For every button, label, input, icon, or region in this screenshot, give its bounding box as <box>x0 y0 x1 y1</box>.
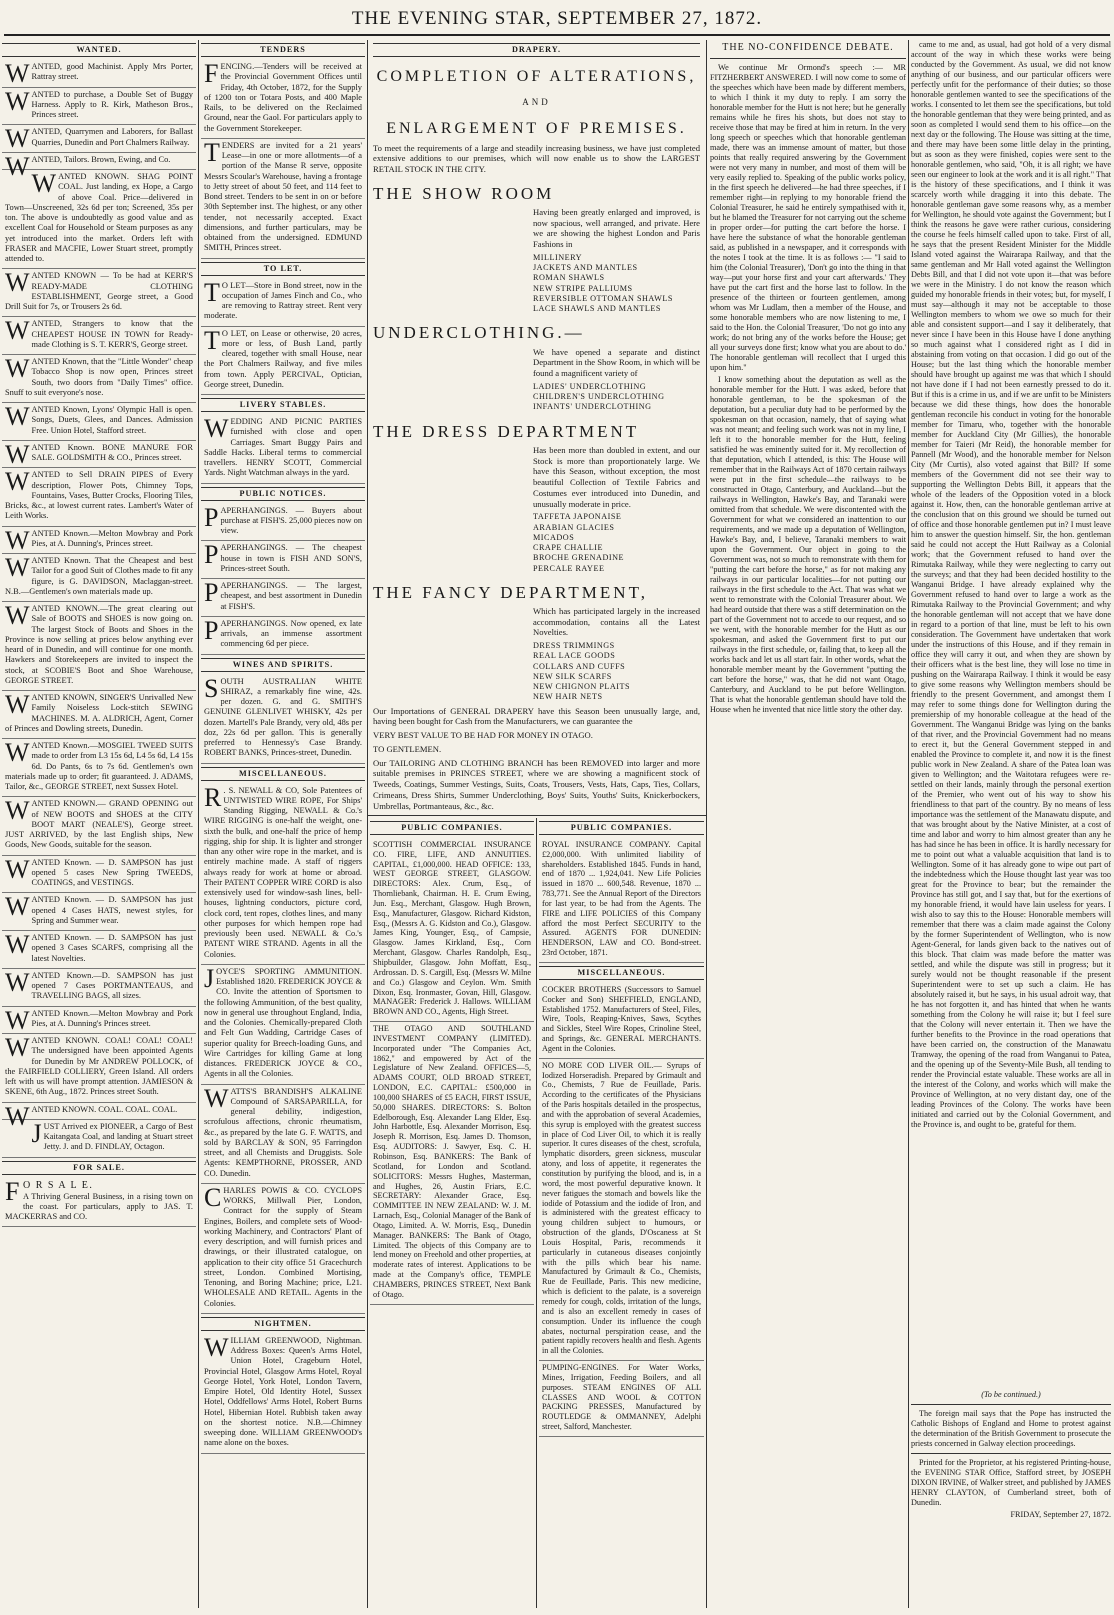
for-sale-title: O R S A L E. <box>22 1179 94 1191</box>
wanted-ad <box>2 151 196 181</box>
ad-paragraph <box>5 601 193 686</box>
section-header-livery: LIVERY STABLES. <box>201 398 365 412</box>
drapery-list-item: JACKETS AND MANTLES <box>533 263 638 273</box>
wanted-ad <box>2 468 196 526</box>
ad-text: ANTED Known.—Melton Mowbray and Pork Pies, at A. Dunning's, Princes street. <box>31 528 193 548</box>
drop-cap: J <box>204 963 215 993</box>
ad-paragraph <box>5 151 193 181</box>
drop-cap: W <box>204 1083 229 1113</box>
ad-text: COCKER BROTHERS (Successors to Samuel Cocker and Son) SHEFFIELD, ENGLAND, Established 1752. Manufacturers of Steel, Files, Wire, Tools, Reaping-Knives, Saws, Scythes and Sickles, Steel Wire Ropes, Crinoline Steel, and Springs, &c. GENERAL MERCHANTS. Agent in the Colonies. <box>542 984 701 1053</box>
wanted-ad <box>2 269 196 317</box>
column-divider <box>536 818 537 1608</box>
section-header-wanted: WANTED. <box>2 43 196 57</box>
imprint: Printed for the Proprietor, at his registered Printing-house, the EVENING STAR Office, Stafford street, by JOSEPH DIXON IRVINE, of Walker street, and published by JAMES HENRY CLAYTON, of Cumberland street, both of Dunedin. <box>911 1458 1111 1507</box>
drapery-list-item: BROCHE GRENADINE <box>533 553 625 563</box>
column-tenders <box>201 40 365 1608</box>
ad-text: APERHANGINGS. — The cheapest house in town is FISH AND SON'S, Princes-street South. <box>220 543 362 573</box>
ad-paragraph <box>5 796 193 850</box>
column-debate-left <box>710 40 906 1608</box>
fancy-department-heading: THE FANCY DEPARTMENT, <box>373 582 648 602</box>
drapery-list-item: LADIES' UNDERCLOTHING <box>533 381 647 391</box>
ad-paragraph <box>5 467 193 521</box>
ad-text: ANTED Known. — D. SAMPSON has just opened 3 Cases SCARFS, comprising all the latest Novelties. <box>31 933 193 963</box>
ad-paragraph <box>5 553 193 597</box>
show-room-items <box>533 253 700 315</box>
wanted-ad <box>2 893 196 931</box>
ad-paragraph <box>5 354 193 398</box>
drapery-list-item: NEW HAIR NETS <box>533 692 603 702</box>
ad-text: ILLIAM GREENWOOD, Nightman. Address Boxes: Queen's Arms Hotel, Union Hotel, Crageburn Hotel, Provincial Hotel, Glasgow Arms Hotel, Royal George Hotel, York Hotel, London Tavern, Empire Hotel, Old Identity Hotel, Sussex Hotel, Oddfellows' Arms Hotel, Robert Burns Hotel, Hibernian Hotel. Rubbish taken away on the shortest notice. N.B.—Chimney sweeping done. WILLIAM GREENWOOD's name alone on the boxes. <box>204 1335 362 1448</box>
ad-text: OYCE'S SPORTING AMMUNITION. Established 1820. FREDERICK JOYCE & CO. Invite the attention of Sportsmen to the following Ammunition, of the best quality, now in general use throughout England, India, and the Colonies. Chemically-prepared Cloth and Felt Gun Wadding, Cartridge Cases of superior quality for Breech-loading Guns, and Wire Cartridges for killing Game at long distances. FREDERICK JOYCE & CO., Agents in all the Colonies. <box>204 966 362 1079</box>
ad-paragraph <box>5 892 193 926</box>
section-header-drapery: DRAPERY. <box>373 43 700 57</box>
section-header-public-companies: PUBLIC COMPANIES. <box>370 821 534 835</box>
ad-text: OUTH AUSTRALIAN WHITE SHIRAZ, a remarkably fine wine, 42s. per dozen. G. and G. SMITH'S GENUINE GLENLIVET WHISKY, 42s per dozen. Martell's Pale Brandy, very old, 48s per doz, 22s 6d per gallon. This is generally preferred to Hennessy's Case Brandy. ROBERT BANKS, Princes-street, Dunedin. <box>204 676 362 758</box>
ad-text: ANTED Known. BONE MANURE FOR SALE. GOLDSMITH & CO., Princes street. <box>31 442 193 462</box>
livery-ad <box>201 415 365 484</box>
drapery-list-item: CRAPE CHALLIE <box>533 543 603 552</box>
ad-paragraph <box>5 1118 193 1153</box>
section-header-tenders: TENDERS <box>201 43 365 57</box>
newall-wire-rope-ad <box>201 784 365 965</box>
wines-ad <box>201 675 365 764</box>
section-header-miscellaneous: MISCELLANEOUS. <box>539 966 704 980</box>
drop-cap: W <box>5 854 30 884</box>
pumping-engines-ad <box>539 1361 704 1437</box>
ad-text: ANTED Known. — D. SAMPSON has just opened 4 Cases HATS, newest styles, for Spring and Summer wear. <box>31 895 193 925</box>
drop-cap: W <box>5 86 30 116</box>
drapery-list-item: REAL LACE GOODS <box>533 651 616 661</box>
drop-cap: F <box>5 1176 21 1206</box>
ad-paragraph <box>5 124 193 154</box>
drop-cap: T <box>204 137 220 167</box>
drop-cap: W <box>5 124 30 154</box>
drapery-list-item: COLLARS AND CUFFS <box>533 661 626 671</box>
section-header-wines: WINES AND SPIRITS. <box>201 658 365 672</box>
rule <box>911 1453 1111 1454</box>
show-room-heading: THE SHOW ROOM <box>373 183 555 203</box>
ad-text: THE OTAGO AND SOUTHLAND INVESTMENT COMPANY (LIMITED). Incorporated under "The Companies Act, 1862," and empowered by Act of the Legislature of New Zealand. OFFICES—5, ADAMS COURT, OLD BROAD STREET, LONDON, E.C. CAPITAL: £500,000 in 100,000 SHARES of £5 EACH, FIRST ISSUE, 50,000 SHARES. DIRECTORS: S. Bolton Edelborough, Esq. Alexander Lang Elder, Esq. John Harbottle, Esq. Alexander Morrison, Esq. Joseph R. Morrison, Esq. James D. Thomson, Esq. AUDITORS: J. Sawyer, Esq. C. H. Robinson, Esq. BANKERS: The Bank of Scotland, for London and Scotland. SOLICITORS: Messrs Hughes, Masterman, and Hughes, 26, Austin Friars, E.C. SECRETARY: Alexander Grace, Esq. COMMITTEE IN NEW ZEALAND: W. J. M. Larnach, Esq., Colonial Manager of the Bank of Otago, Limited. A. W. Morris, Esq., Dunedin Manager. BANKERS: The Bank of Otago, Limited. The objects of this Company are to lend money on Freehold and other properties, at moderate rates of interest. Applications to be made at the Company's office, TEMPLE CHAMBERS, PRINCES STREET, Next Bank of Otago. <box>373 1024 531 1299</box>
wanted-ad <box>2 554 196 602</box>
ad-paragraph <box>5 86 193 121</box>
ad-text: ANTED KNOWN.—The great clearing out Sale of BOOTS and SHOES is now going on. The largest Stock of Boots and Shoes in the Province is now selling at prices below anything ever heard of in Dunedin, and will continue for one month. Hawkers and Storekeepers are invited to inspect the stock, at SCOBIE'S Boot and Shoe Warehouse, GEORGE STREET. <box>5 604 193 685</box>
masthead-title: THE EVENING STAR, SEPTEMBER 27, 1872. <box>351 8 763 29</box>
drop-cap: W <box>5 59 30 88</box>
underclothing-items <box>533 382 700 413</box>
drapery-and: AND <box>522 97 551 108</box>
royal-insurance-ad <box>539 838 704 963</box>
wanted-ad <box>2 969 196 1007</box>
drapery-list-item: TAFFETA JAPONAISE <box>533 512 622 522</box>
drop-cap: W <box>204 414 229 443</box>
drapery-list-item: MILLINERY <box>533 252 583 262</box>
masthead-rule <box>4 34 1110 36</box>
charles-powis-ad <box>201 1184 365 1314</box>
drop-cap: W <box>5 439 30 469</box>
drapery-closing-text: Our Importations of GENERAL DRAPERY have this Season been unusually large, and, having been bought for Cash from the Manufacturers, we can guarantee the <box>373 705 700 727</box>
drop-cap: W <box>5 690 30 719</box>
ad-text: UST Arrived ex PIONEER, a Cargo of Best Kaitangata Coal, and landing at Stuart street Jetty. J. and D. FINDLAY, Octagon. <box>43 1121 193 1152</box>
drapery-value-line: VERY BEST VALUE TO BE HAD FOR MONEY IN OTAGO. <box>373 730 593 741</box>
ad-paragraph <box>5 1033 193 1098</box>
column-debate-right <box>911 40 1111 1608</box>
column-divider <box>198 40 199 1608</box>
wanted-ad <box>2 1007 196 1035</box>
ad-paragraph <box>5 316 193 350</box>
dress-department-items <box>533 512 700 574</box>
paperhangings-ad <box>201 617 365 655</box>
ad-paragraph <box>5 525 193 555</box>
ad-paragraph <box>5 402 193 436</box>
section-header-public-companies: PUBLIC COMPANIES. <box>539 821 704 835</box>
to-gentlemen-heading: TO GENTLEMEN. <box>373 743 442 754</box>
column-wanted <box>2 40 196 1608</box>
ad-paragraph <box>5 1005 193 1035</box>
drapery-list-item: NEW SILK SCARFS <box>533 671 612 681</box>
wanted-ad <box>2 60 196 88</box>
drop-cap: W <box>5 601 30 630</box>
ad-text: ANTED Known. That the Cheapest and best Tailor for a good Suit of Clothes made to fit any figure, is G. DAVIDSON, Maclaggan-street. N.B.—Gentlemen's own materials made up. <box>5 556 193 596</box>
wanted-ad <box>2 1120 196 1158</box>
underclothing-heading: UNDERCLOTHING.— <box>373 323 585 343</box>
ad-text: HARLES POWIS & CO. CYCLOPS WORKS, Millwall Pier, London, Contract for the supply of Steam Engines, Boilers, and complete sets of Wood-working Machinery, and Contractors' Plant of every description, and will furnish prices and drawings, or their illustrated catalogue, on application to their city office 51 Gracechurch street, London. Combined Mortising, Tenoning, and Boring Machine; price, L21. WHOLESALE AND RETAIL. Agents in the Colonies. <box>204 1185 362 1308</box>
wanted-ad <box>2 931 196 969</box>
drop-cap: W <box>5 1101 30 1131</box>
ad-text: ANTED, good Machinist. Apply Mrs Porter, Rattray street. <box>31 62 193 82</box>
drop-cap: W <box>5 1005 30 1035</box>
section-header-for-sale: FOR SALE. <box>2 1161 196 1175</box>
fancy-department-items <box>533 641 700 703</box>
ad-paragraph <box>5 439 193 469</box>
drapery-title-completion: COMPLETION OF ALTERATIONS, <box>376 68 697 86</box>
ad-text: O LET, on Lease or otherwise, 20 acres, more or less, of Bush Land, partly cleared, together with small House, near the Port Chalmers Railway, and five miles from town. Apply PERCIVAL, Optician, George street, Dunedin. <box>204 328 362 389</box>
ad-text: ANTED, Quarrymen and Laborers, for Ballast Quarries, Dunedin and Port Chalmers Railway. <box>31 127 193 147</box>
wanted-ad <box>2 1101 196 1131</box>
joyce-ammunition-ad <box>201 965 365 1085</box>
tailoring-text: Our TAILORING AND CLOTHING BRANCH has been REMOVED into larger and more suitable premises in PRINCES STREET, where we are showing a magnificent stock of Tweeds, Coatings, Summer Vestings, Suits, Coats, Trousers, Vests, Hats, Caps, Ties, Collars, Crimeans, Dress Shirts, Summer Underclothing, Boys' Suits, Youths' Suits, Knickerbockers, Umbrellas, Portmanteaus, &c., &c. <box>373 757 700 811</box>
drop-cap: W <box>5 1033 30 1062</box>
wanted-ad <box>2 441 196 469</box>
show-room-text: Having been greatly enlarged and improved, is now spacious, well arranged, and private. Here we are showing the highest London and Paris Fashions in <box>533 206 700 250</box>
ad-text: ANTED KNOWN. COAL! COAL! COAL! The undersigned have been appointed Agents for Dunedin by Mr ANDREW POLLOCK, of the FAIRFIELD COLLIERY, Green Island. All orders left with us will have prompt attention. JAMIESON & SKENE, 6th Aug., 1872. Princes street South. <box>5 1036 193 1097</box>
drapery-list-item: ROMAN SHAWLS <box>533 273 605 283</box>
wanted-ad <box>2 527 196 555</box>
drop-cap: W <box>31 169 57 198</box>
drop-cap: J <box>31 1118 42 1148</box>
ad-text: EDDING AND PICNIC PARTIES furnished with close and open Carriages. Smart Buggy Pairs and Saddle Hacks. Liberal terms to commercial travellers. HENRY SCOTT, Commercial Yards. Night Watchman always in the yard. <box>204 417 362 478</box>
debate-title: THE NO-CONFIDENCE DEBATE. <box>722 42 894 53</box>
watts-sarsaparilla-ad <box>201 1085 365 1184</box>
drop-cap: W <box>5 930 30 959</box>
cocker-brothers-ad <box>539 983 704 1059</box>
ad-paragraph <box>5 854 193 889</box>
drop-cap: C <box>204 1182 222 1212</box>
drapery-list-item: NEW CHIGNON PLAITS <box>533 682 631 692</box>
scottish-insurance-ad <box>370 838 534 1022</box>
drop-cap: P <box>204 615 219 645</box>
ad-paragraph <box>5 59 193 88</box>
wanted-ad <box>2 856 196 894</box>
ad-text: ENCING.—Tenders will be received at the Provincial Government Offices until Friday, 4th October, 1872, for the Supply of 1200 ton or Totara Posts, and 400 Maple Rails, to be delivered on the Reclaimed Ground, near the Gaol. For particulars apply to the Government Storekeeper. <box>204 62 362 133</box>
ad-paragraph <box>5 967 193 1002</box>
wanted-ad <box>2 739 196 797</box>
drapery-list-item: NEW STRIPE PALLIUMS <box>533 283 633 293</box>
ad-text: ANTED to purchase, a Double Set of Buggy Harness. Apply to R. Kirk, Matheson Bros., Princes street. <box>31 89 193 119</box>
section-header-miscellaneous: MISCELLANEOUS. <box>201 767 365 781</box>
drapery-list-item: MICADOS <box>533 532 575 542</box>
drapery-list-item: DRESS TRIMMINGS <box>533 641 615 651</box>
rule <box>710 58 906 59</box>
drop-cap: T <box>204 277 220 307</box>
drop-cap: W <box>5 402 30 431</box>
paperhangings-ad <box>201 579 365 617</box>
underclothing-text: We have opened a separate and distinct Department in the Show Room, in which will be found a magnificent variety of <box>533 346 700 379</box>
rule <box>911 1404 1111 1405</box>
section-header-public-notices: PUBLIC NOTICES. <box>201 487 365 501</box>
column-divider <box>908 40 909 1608</box>
to-let-land-ad <box>201 327 365 396</box>
for-sale-text: A Thriving General Business, in a rising town on the coast. For particulars, apply to JAS. T. MACKERRAS and CO. <box>5 1191 193 1222</box>
to-be-continued: (To be continued.) <box>981 1390 1041 1399</box>
wanted-ad <box>2 1034 196 1103</box>
drapery-advertisement <box>367 40 706 815</box>
drapery-list-item: REVERSIBLE OTTOMAN SHAWLS <box>533 293 673 303</box>
debate-paragraph: came to me and, as usual, had got hold of a very dismal account of the way in which these works were being conducted by the Government. As usual, we did not know anything of our business, and our particular officers were perfectly unfit for the performance of their duties; so those honorable gentlemen wanted to see the specifications of the works. I consented to let them see the specifications, but told the honorable gentleman that they were being printed, and as soon as completed I would send them to his office—on the next day or the following. The House was sitting at the time, and there may have been some little delay in the printing, but as soon as they were finished, copies were sent to the honorable gentlemen, who said, "Oh, it is all right; we have seen our engineer to look at the work and it is all right." That is the history of these specifications, and I think it was scarcely worth while dragging it into this debate. The honorable gentleman gave some reasons why, as a member for Wellington, he should vote against the Government; but I think the reasons he gave were rather curious, considering the course he feels himself called upon to take. First of all, he says that the present Resident Minister for the Middle Island voted against the Wairarapa Railway, and that the same gentleman and Mr Hall voted against the Wellington Debts Bill, and that I did not vote upon it—that was before we were in the Ministry. I do not know the reason which guided my honorable friends in their votes; but, for myself, I must say—although it may not be acceptable to those Wellington members to whom we owe so much for their able and consistent support—and I say it deliberately, that never since I have been in this House have I done anything so much against what I considered right as I did in abstaining from voting on that occasion. I did go out of the House; but the last thing which the honorable member should have brought up against me was that which I should not have done if I had not been earnestly pressed to do it. But if this is a crime in us, and if we are unfit to be Ministers because we did these things, how does the honorable gentleman reconcile his conduct in voting for the honorable member for Timaru, who, together with the honorable member for Auckland City (Mr Gillies), the honorable member for Taieri (Mr Reid), the honorable member for Pannell (Mr Wood), and the honorable member for Nelson City (Mr Curtis), also voted against that Bill? If some members of the Government did not see their way to supporting the Wellington Debts Bill, it appears that the whole of the leaders of the Opposition voted in a block against it. How, then, can the honorable gentleman arrive at the conclusion that on this ground we should be turned out of office and those honorable gentlemen put in? I must leave him to answer the question himself. Sir, the hon. gentleman said he could not accept the Hutt Railway as a Colonial work; that the Government refused to hand over the Rimutaka Railway, while they were neglecting to carry out the surveys; and that they had been decided hostility to the Wanganui Bridge. I have already explained why the Government refused to hand over to large a work as the Rimutaka Railway to the Provincial Government; and why the honorable gentleman will not accept that we have done in regard to a portion of that line, must be left to his own consideration. The Government have undertaken that work under the instructions of this House, and if they remain in office they will carry it out, and when they are shown by their officers what is the best line, they will lose no time in pushing on the Wairarapa Railway. I think it would be easy to give some reasons why Wellington members should be friendly to the present Government, and amongst them I may refer to some things done for Wellington during the premiership of my honorable colleague at the head of the Government. The Wanganui Bridge was lying on the banks of that river, and the Provincial Government had no means to erect it, but the General Government stepped in and enabled the Province to complete it, and now it is the finest public work in New Zealand. A share of the Patea loan was given to Wellington; and the Waitotara refugees were re-settled on their lands, mainly through the personal exertion of the Premier, who went out of his way to show his friendliness to that part of the country. By no means of less importance was the settlement of the Manawatu dispute, and that was brought about by the Native Minister, at a cost of time and labor and worry to him almost greater than any he has had since he has been in office. It is hardly necessary for me to point out what a valuable acquisition that land is to Wellington. Some of it has already gone to wipe out part of the indebtedness which the House thought last year was too great for the Province to bear; but the remainder the Province has still got, and I say that, but for the exertions of my honorable friend, it would have lain useless for years. I wish also to say this to the House: Honorable members will remember that there was a claim made against the Colony by the former Superintendent of Wellington, who is now Agent-General, for lands given back to the natives out of this block. That claim was made before the matter was settled, and while the dispute was still in progress; but it surely would not be thought reasonable if the present Superintendent were to set up such a claim. He has absolutely raised it, but he says, in his usual adroit way, that he has not forgotten it, and has hinted that when he wants something from the Colony he will raise it; but I feel sure that the Colony will never entertain it. Then we have the further benefits to the Province in the road operations that have been carried on, the construction of the Manawatu Tramway, the opening of the road from Wanganui to Patea, and the opening up of the Seventy-Mile Bush, all tending to render the Provincial estate valuable. These works are all in the interest of the Colony, and works which will make the Province of Wellington, at no very distant day, one of the leading Provinces of the Colony. The works have been initiated and carried out by the Colonial Government, and the Province is, and ought to be, grateful for them. <box>911 40 1111 1129</box>
ad-paragraph <box>5 738 193 792</box>
drapery-list-item: ARABIAN GLACIES <box>533 522 615 532</box>
ad-text: ANTED Known, Lyons' Olympic Hall is open. Songs, Duets, Glees, and Dances. Admission Free. Union Hotel, Stafford street. <box>31 405 193 435</box>
drapery-list-item: INFANTS' UNDERCLOTHING <box>533 402 652 412</box>
ad-text: ANTED Known. — D. SAMPSON has just opened 5 cases New Spring TWEEDS, COATINGS, and VESTINGS. <box>31 857 193 887</box>
drop-cap: P <box>204 502 219 532</box>
drop-cap: W <box>5 738 30 767</box>
wanted-ad <box>2 170 196 269</box>
drop-cap: W <box>5 268 30 298</box>
ad-text: ANTED Known.—Melton Mowbray and Pork Pies, at A. Dunning's Princes street. <box>31 1008 193 1028</box>
drop-cap: W <box>5 151 30 181</box>
drop-cap: W <box>204 1332 229 1362</box>
cod-liver-oil-ad <box>539 1059 704 1361</box>
wanted-ad <box>2 88 196 126</box>
otago-southland-investment-ad <box>370 1022 534 1305</box>
ad-text: ENDERS are invited for a 21 years' Lease—in one or more allotments—of a portion of the Manse R serve, opposite Messrs Scoular's Warehouse, having a frontage to Jetty street of about 50 feet, and 114 feet to Bond street. Tenders to be sent in on or before 30th September inst. The highest, or any other tender, not necessarily accepted. Exact dimensions, and further particulars, may be obtained from the undersigned. EDMUND SMITH, Princes street. <box>204 140 362 253</box>
wanted-ad <box>2 355 196 403</box>
debate-paragraph: We continue Mr Ormond's speech :— MR FITZHERBERT ANSWERED. I will now come to some of the speeches which have been made by different members, to which I think it my duty to reply. I am sorry the honorable member for the Hutt is not here; but he generally remains while he fires his shots, but does not stay to receive those that may be fired at him in return. In the very long speech or speeches which that honorable gentleman made, there was an immense amount of matter, but those points that really required answering by the Government were not very many in number, and most of them will be very easily replied to. Speaking of the public works policy, in the first speech he delivered—he had three speeches, if I remember right—in replying to my honorable friend the Colonial Treasurer, he said he entirely sympathised with it, but he blamed the Treasurer for not carrying out the scheme in proper order—for putting the cart before the horse. I have here the substance of what the honorable gentleman said, as published in a newspaper, and it corresponds with the notes I took at the time. It is as follows :— "I said to him (the Colonial Treasurer), 'Don't go into the thing in that way—put your horse first and your cart afterwards.' They have put the cart first and the horse last to follow. In the presence of the thirteen or fourteen gentlemen, among whom was Mr Ludlam, then a member of the House, and some honorable members who are now listening to me, I said to the Hon. the Colonial Treasurer, 'Do not go into any work; do not bring any of the works before the House; get all your surveys done first; know what you are about to do.' The honorable gentleman will recollect that I urged this upon him." <box>710 63 906 373</box>
debate-continuation-box <box>911 40 1111 1390</box>
ad-text: APERHANGINGS. — Buyers about purchase at FISH'S. 25,000 pieces now on view. <box>220 505 363 535</box>
ad-paragraph <box>5 690 193 734</box>
drop-cap: W <box>5 553 30 582</box>
ad-text: . S. NEWALL & CO, Sole Patentees of UNTWISTED WIRE ROPE, For Ships' Standing Rigging, NEWALL & Co.'s WIRE RIGGING is one-half the weight, one-sixth the bulk, and one-half the price of hemp rigging, ship for ship. It is lighter and stronger than any other wire rope in the market, and is entirely machine made. A staff of riggers always ready for work at home or abroad. Their PATENT COPPER WIRE CORD is also extensively used for window-sash lines, bell-houses, lightning conductors, picture cord, clock cord, tent ropes, clothes lines, and many other purposes for which hempen rope had previously been used. NEWALL & Co.'s PATENT WIRE STRAND. Agents in all the Colonies. <box>204 785 362 959</box>
imprint-date: FRIDAY, September 27, 1872. <box>1010 1510 1111 1519</box>
drop-cap: P <box>204 540 219 570</box>
drop-cap: F <box>204 59 219 88</box>
section-header-nightmen: NIGHTMEN. <box>201 1317 365 1331</box>
drapery-list-item: LACE SHAWLS AND MANTLES <box>533 304 661 314</box>
drapery-intro: To meet the requirements of a large and steadily increasing business, we have just completed extensive additions to our premises, which will now enable us to show the LARGEST RETAIL STOCK IN THE CITY. <box>373 142 700 174</box>
drapery-title-enlargement: ENLARGEMENT OF PREMISES. <box>386 119 687 137</box>
for-sale-ad <box>2 1178 196 1228</box>
paperhangings-ad <box>201 504 365 542</box>
nightman-ad <box>201 1334 365 1454</box>
debate-paragraph: I know something about the deputation as well as the honorable member for the Hutt. I was asked, before that honorable gentleman, to be the spokesman of the deputation, but a peculiar duty had to be performed by the spokesman on that occasion, namely, that of saying what was not meant; and feeling such work was not in my line, I left it to the honorable member for the Hutt, feeling satisfied he was eminently suited for it. My recollection of that deputation, which I attended, is this: The House will remember that in the Railways Act of 1870 certain railways were put in the first schedule—the railways to be constructed in Otago, Canterbury, and Auckland—but the railways in Wellington, Hawke's Bay, and Taranaki were omitted from that schedule. We were discontented with the Government for what we considered an inattention to our requirements, and we made up a deputation of Wellington, Hawke's Bay, and, I believe, Taranaki members to wait upon the Government. Our object in going to the Government was, not so much to remonstrate with them for "putting the cart before the horse," as for not making any railways in our particular localities—for not putting our railways in the first schedule to the Act. That was what we went to remonstrate with the Colonial Treasurer about. We had heard outside that there was a stiff determination on the part of the Government not to accede to our request, and so we went, with the honorable member for the Hutt as our spokesman, and asked the Government first to put our railways in the first schedule, or, failing that, to keep all the works back and let us all start fair. In other words, what the honorable member meant by the Government "putting the cart before the horse," was, that he did not want Otago, Canterbury, and Auckland to be put before Wellington. That is what the honorable gentleman should have told the House when he invented that nice little story the other day. <box>710 375 906 715</box>
drop-cap: W <box>5 316 30 346</box>
ad-text: APERHANGINGS. Now opened, ex late arrivals, an immense assortment commencing 6d per piece. <box>220 618 362 649</box>
ad-paragraph <box>5 268 193 312</box>
ad-text: ANTED Known.—MOSGIEL TWEED SUITS made to order from L3 15s 6d, L4 5s 6d, L4 15s 6d. Do Pants, 6s to 7s 6d. Gentlemen's own materials made up to order; fit guaranteed. J. ADAMS, Tailor, &c., GEORGE STREET, next Sussex Hotel. <box>5 741 193 791</box>
ad-text: O LET—Store in Bond street, now in the occupation of James Finch and Co., who are removing to Rattray street. Rent very moderate. <box>204 280 362 321</box>
tender-lease-ad <box>201 139 365 259</box>
ad-text: PUMPING-ENGINES. For Water Works, Mines, Irrigation, Feeding Boilers, and all purposes. STEAM ENGINES OF ALL CLASSES AND WOOL & COTTON PACKING PRESSES, Manufactured by ROUTLEDGE & OMMANNEY, Adelphi street, Salford, Manchester. <box>542 1363 701 1432</box>
ad-text: ANTED, Tailors. Brown, Ewing, and Co. <box>31 154 171 164</box>
ad-text: ANTED KNOWN, SINGER'S Unrivalled New Family Noiseless Lock-stitch SEWING MACHINES. M. A. ALDRICH, Agent, Corner of Princes and Dowling streets, Dunedin. <box>5 693 193 733</box>
tender-fencing-ad <box>201 60 365 139</box>
section-header-to-let: TO LET. <box>201 262 365 276</box>
ad-text: NO MORE COD LIVER OIL.— Syrups of Iodized Horseradish. Prepared by Grimault and Co., Chemists, 7 Rue de Feuillade, Paris. According to the certificates of the Physicians of the Paris hospitals detailed in the prospectus, and with the approbation of several Academies, this syrup is employed with the greatest success in place of Cod Liver Oil, to which it is really superior. It cures diseases of the chest, scrofula, lymphatic disorders, green sickness, muscular atony, and loss of appetite, it regenerates the constitution by purifying the blood, and is, in a word, the most powerful depurative known. It never fatigues the stomach and bowels like the iodide of Potassium and the iodide of Iron, and is administered with the greatest efficacy to young children subject to humours, or obstruction of the glands, D'Oscaness at St Louis Hospital, Paris, recommends it particularly in cutaneous diseases conjointly with the pills which bear his name. Manufactured by Grimault & Co., Chemists, Rue de Feuillade, Paris. This new medicine, which is deficient to the palate, is a sovereign remedy for cough, colds, irritation of the lungs, and is also an excellent remedy in cases of consumption. Under its influence the cough abates, nocturnal perspiration cease, and the patient rapidly recovers health and flesh. Agents in all the Colonies. <box>542 1060 701 1356</box>
ad-text: ANTED, Strangers to know that the CHEAPEST HOUSE IN TOWN for Ready-made Clothing is S. T. KERR'S, George street. <box>31 319 193 349</box>
ad-text: ANTED Known, that the "Little Wonder" cheap Tobacco Shop is now open, Princes street South, two doors from "Daily Times" office. Snuff to suit everyone's nose. <box>5 357 193 397</box>
drop-cap: W <box>5 354 30 383</box>
ad-text: APERHANGINGS. — The largest, cheapest, and best assortment in Dunedin at FISH'S. <box>220 581 362 611</box>
drapery-list-item: CHILDREN'S UNDERCLOTHING <box>533 392 665 402</box>
drop-cap: W <box>5 525 30 555</box>
ad-text: ANTED Known.—D. SAMPSON has just opened 7 Cases PORTMANTEAUS, and TRAVELLING BAGS, all sizes. <box>31 970 193 1001</box>
dress-department-text: Has been more than doubled in extent, and our Stock is more than proportionately large. We have this Season, without exception, the most beautiful Collection of Textile Fabrics and Costumes ever introduced into Dunedin, and unusually moderate in price. <box>533 444 700 509</box>
drop-cap: R <box>204 782 222 812</box>
paperhangings-ad <box>201 541 365 579</box>
ad-text: ANTED to Sell DRAIN PIPES of Every description, Flower Pots, Chimney Tops, Fountains, Vases, Butter Crocks, Flooring Tiles, Bricks, &c., at lowest current rates. Lambert's Water of Leith Works. <box>5 470 193 521</box>
fancy-department-text: Which has participated largely in the increased accommodation, contains all the Latest Novelties. <box>533 606 700 638</box>
drop-cap: S <box>204 673 219 703</box>
drop-cap: T <box>204 325 220 355</box>
drop-cap: W <box>5 892 30 922</box>
column-public-companies-left <box>370 818 534 1608</box>
foreign-mail-paragraph: The foreign mail says that the Pope has instructed the Catholic Bishops of England and Home to protest against the determination of the British Government to prosecute the priests concerned in Galway election proceedings. <box>911 1409 1111 1448</box>
ad-text: ANTED KNOWN. SHAG POINT COAL. Just landing, ex Hope, a Cargo of above Coal. Price—delivered in Town—Unscreened, 32s 6d per ton; Screened, 35s per ton. The above is undoubtedly as good value and as excellent Coal for Household or Steam purposes as any yet introduced into the market. Orders left with FRASER and MACFIE, Lower Stuart street, promptly attended to. <box>5 172 193 263</box>
ad-text: ANTED KNOWN — To be had at KERR'S READY-MADE CLOTHING ESTABLISHMENT, George street, a Good Drill Suit for 7s, or Trousers 2s 6d. <box>5 271 193 311</box>
column-divider <box>706 40 707 1608</box>
ad-paragraph <box>5 1101 193 1131</box>
ad-paragraph <box>5 930 193 964</box>
to-let-store-ad <box>201 279 365 327</box>
dress-department-heading: THE DRESS DEPARTMENT <box>373 421 640 441</box>
drapery-list-item: PERCALE RAYEE <box>533 563 605 573</box>
wanted-ad <box>2 797 196 855</box>
ad-text: ROYAL INSURANCE COMPANY. Capital £2,000,000. With unlimited liability of shareholders. Established 1845. Funds in hand, end of 1870 ... 1,924,041. New Life Policies issued in 1870 ... 600,548. Revenue, 1870 ... 783,771. See the Annual Report of the Directors for last year, to be had from the Agents. The FIRE and LIFE POLICIES of this Company afford the most Perfect SECURITY to the Assured. AGENTS FOR DUNEDIN: HENDERSON, LAW and CO. Bond-street. 23rd October, 1871. <box>542 839 701 958</box>
ad-paragraph <box>5 169 193 264</box>
wanted-ads-list <box>2 60 196 1158</box>
wanted-ad <box>2 125 196 153</box>
wanted-ad <box>2 403 196 441</box>
column-public-companies-right <box>539 818 704 1608</box>
ad-text: ANTED KNOWN. COAL. COAL. COAL. <box>31 1104 178 1114</box>
section-rule <box>367 815 706 816</box>
ad-text: ATTS'S BRANDISH'S ALKALINE Compound of SARSAPARILLA, for general debility, indigestion, scrofulous affections, chronic rheumatism, &c., as prepared by the late G. F. WATTS, and sold by BARCLAY & SON, 95 Farringdon street, and all Chemists and Druggists. Sole Agents: KEMPTHORNE, PROSSER, AND CO. Dunedin. <box>204 1086 362 1178</box>
wanted-ad <box>2 602 196 691</box>
drop-cap: W <box>5 467 30 497</box>
wanted-ad <box>2 691 196 739</box>
drop-cap: W <box>5 967 30 997</box>
ad-text: SCOTTISH COMMERCIAL INSURANCE CO. FIRE, LIFE, AND ANNUITIES. CAPITAL, £1,000,000. HEAD OFFICE: 133, WEST GEORGE STREET, GLASGOW. DIRECTORS: Alex. Crum, Esq., of Thornliebank, Chairman. H. E. Crum Ewing, Jun. Esq., Merchant, Glasgow. Hugh Brown, Esq., Manufacturer, Glasgow. Richard Kidston, Esq., (Messrs A. G. Kidston and Co.), Glasgow. James King, Younger, Esq., of Campsie, Glasgow. James Kirkland, Esq., Corn Merchant, Glasgow. Charles Randolph, Esq., Shipbuilder, Glasgow. John Moffatt, Esq., Ardrossan. D. S. Cargill, Esq. (Messrs W. Milne and Co.) Glasgow and Ceylon. Wm. Smith Dixon, Esq. Ironmaster, Govan, Hill, Glasgow. MANAGER: Frederick J. Hallows. WILLIAM BROWN AND CO., Agents, High Street. <box>373 839 531 1017</box>
ad-text: ANTED KNOWN.— GRAND OPENING out of NEW BOOTS and SHOES at the CITY BOOT MART (NEALE'S), George street. JUST ARRIVED, by the last English ships, New Goods, New Goods, suitable for the season. <box>5 799 193 850</box>
drop-cap: W <box>5 796 30 826</box>
wanted-ad <box>2 317 196 355</box>
drop-cap: P <box>204 578 219 607</box>
